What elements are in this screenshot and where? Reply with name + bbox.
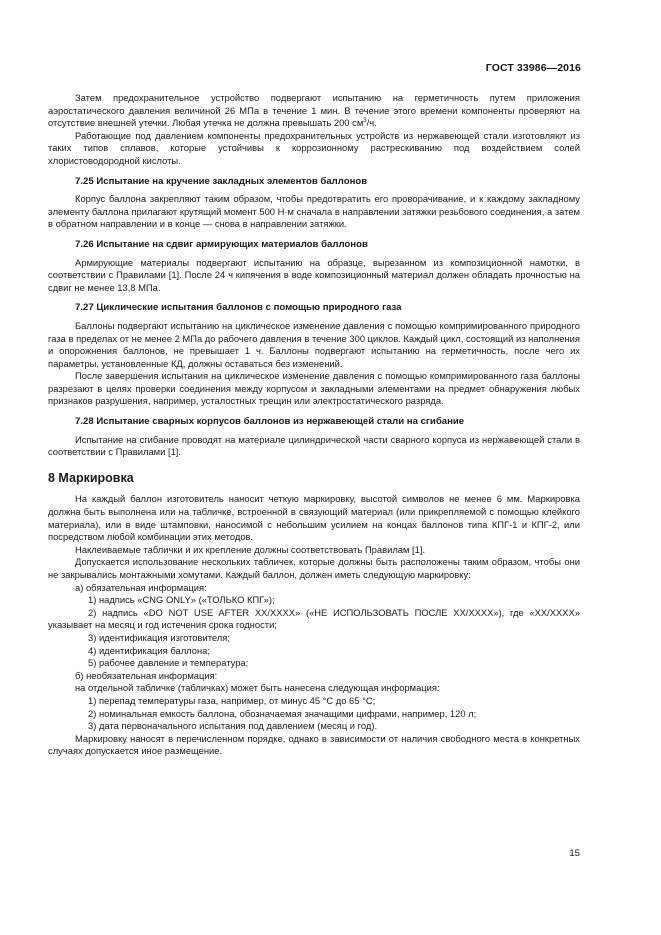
list-item-a3: 3) идентификация изготовителя; bbox=[88, 631, 230, 643]
heading-section-8: 8 Маркировка bbox=[48, 470, 134, 485]
paragraph-text-tail: /ч. bbox=[366, 117, 377, 129]
heading-7-27: 7.27 Циклические испытания баллонов с помощью природного газа bbox=[75, 302, 402, 314]
heading-7-25: 7.25 Испытание на кручение закладных элементов баллонов bbox=[75, 175, 368, 187]
list-item-b3: 3) дата первоначального испытания под давлением (месяц и год). bbox=[88, 720, 378, 732]
list-item-b-intro: на отдельной табличке (табличках) может быть нанесена следующая информация: bbox=[75, 682, 440, 694]
list-item-b1: 1) перепад температуры газа, например, от минус 45 °С до 65 °С; bbox=[88, 694, 376, 706]
paragraph-after-cyclic: После завершения испытания на циклическое изменение давления с помощью компримированного газа баллоны разрезают в целях проверки соединения между корпусом и закладными элементами на предмет обнаружения любых признаков разрушения, например, усталостных трещин или электростатического разряда. bbox=[48, 370, 580, 407]
heading-7-26: 7.26 Испытание на сдвиг армирующих материалов баллонов bbox=[75, 238, 368, 250]
paragraph-marking-order: Маркировку наносят в перечисленном порядке, однако в зависимости от наличия свободного места в конкретных случаях допускается иное размещение. bbox=[48, 732, 580, 757]
page-content bbox=[48, 92, 580, 758]
list-item-b: б) необязательная информация: bbox=[75, 669, 218, 681]
paragraph-shear-test: Армирующие материалы подвергают испытанию на образце, вырезанном из композиционной намотки, в соответствии с Правилами [1]. После 24 ч кипячения в воде композиционный материал должен обладать прочностью на сдвиг не менее 13,8 МПа. bbox=[48, 256, 580, 293]
list-item-a4: 4) идентификация баллона; bbox=[88, 644, 210, 656]
paragraph-torque-test: Корпус баллона закрепляют таким образом, чтобы предотвратить его проворачивание, и к каждому закладному элементу баллона прилагают крутящий момент 500 Н·м сначала в направлении затяжки резьбового соединения, а затем в обратном направлении и в конце — снова в направлении затяжки. bbox=[48, 193, 580, 230]
standard-designation: ГОСТ 33986—2016 bbox=[485, 62, 581, 74]
paragraph-leak-test bbox=[48, 92, 580, 130]
paragraph-stainless-alloys: Работающие под давлением компоненты предохранительных устройств из нержавеющей стали изготовляют из таких типов сплавов, которые устойчивы к коррозионному растрескиванию под воздействием солей хлористоводородной кислоты. bbox=[48, 129, 580, 166]
list-item-a: а) обязательная информация: bbox=[75, 581, 207, 593]
list-item-a2: 2) надпись «DO NOT USE AFTER XX/XXXX» («НЕ ИСПОЛЬЗОВАТЬ ПОСЛЕ XX/XXXX»), где «XX/XXXX» указывает на месяц и год истечения срока годности; bbox=[48, 606, 580, 631]
paragraph-marking-general: На каждый баллон изготовитель наносит четкую маркировку, высотой символов не менее 6 мм. Маркировка должна быть выполнена или на табличке, встроенной в связующий материал (или прикрепляемой с помощью клейкого материала), или в виде штамповки, наносимой с небольшим усилием на концах баллонов типа КПГ-1 и КПГ-2, или посредством любой комбинации этих методов. bbox=[48, 493, 580, 543]
list-item-a1: 1) надпись «CNG ONLY» («ТОЛЬКО КПГ»); bbox=[88, 594, 275, 606]
paragraph-labels-rules: Наклеиваемые таблички и их крепление должны соответствовать Правилам [1]. bbox=[75, 543, 426, 555]
paragraph-text: Затем предохранительное устройство подвергают испытанию на герметичность путем приложения аэростатического давления величиной 26 МПа в течение 1 мин. В течение этого времени компоненты проверяют на отсутствие внешней утечки. Любая утечка не должна превышать 200 см bbox=[48, 92, 580, 129]
list-item-a5: 5) рабочее давление и температура; bbox=[88, 657, 249, 669]
heading-7-28: 7.28 Испытание сварных корпусов баллонов из нержавеющей стали на сгибание bbox=[75, 416, 465, 428]
superscript-3: 3 bbox=[363, 118, 367, 125]
paragraph-bend-test: Испытание на сгибание проводят на материале цилиндрической части сварного корпуса из нержавеющей стали в соответствии с Правилами [1]. bbox=[48, 433, 580, 458]
list-item-b2: 2) номинальная емкость баллона, обозначаемая значащими цифрами, например, 120 л; bbox=[88, 707, 477, 719]
paragraph-cyclic-test: Баллоны подвергают испытанию на циклическое изменение давления с помощью компримированного природного газа в пределах от не менее 2 МПа до рабочего давления в течение 300 циклов. Каждый цикл, состоящий из наполнения и опорожнения баллонов, не превышает 1 ч. Баллоны подвергают испытанию на герметичность, после чего их параметры, установленные КД, должны оставаться без изменений. bbox=[48, 319, 580, 369]
page-number: 15 bbox=[569, 848, 580, 859]
paragraph-multiple-labels: Допускается использование нескольких табличек, которые должны быть расположены таким образом, чтобы они не закрывались монтажными хомутами. Каждый баллон, должен иметь следующую маркировку: bbox=[48, 556, 580, 580]
